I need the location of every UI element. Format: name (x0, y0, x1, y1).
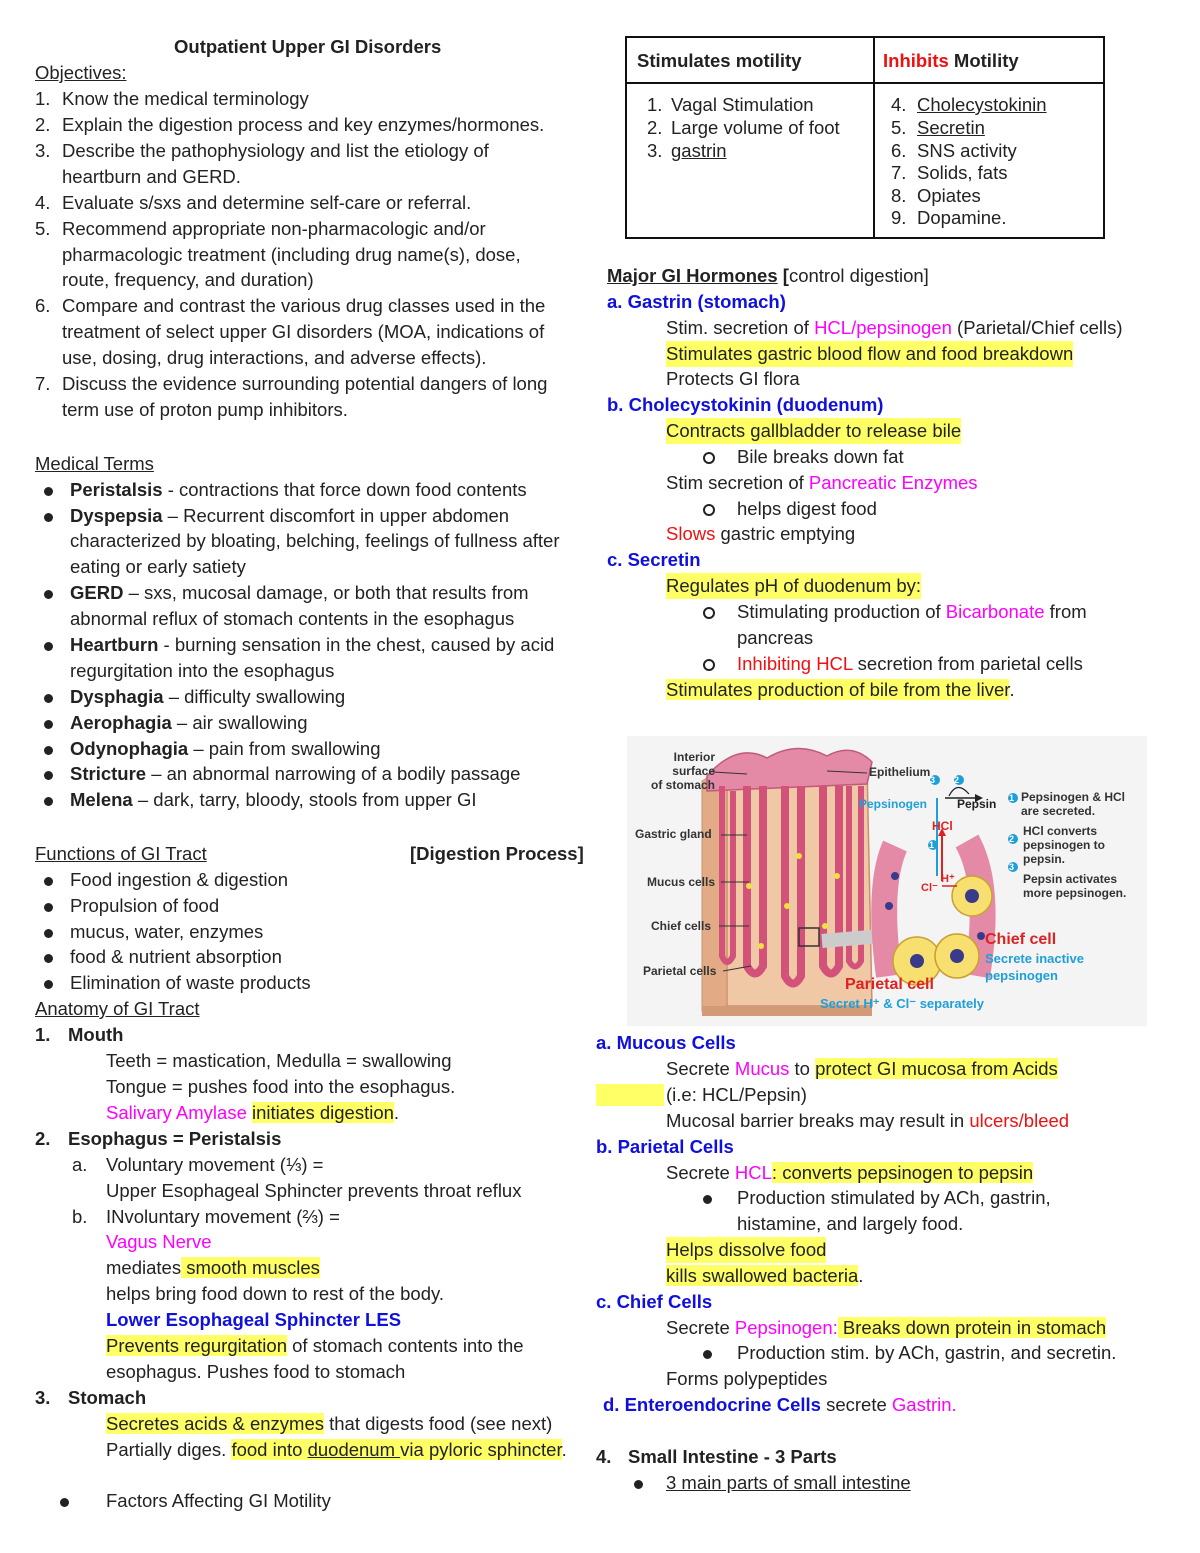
list-item: Aerophagia – air swallowing (70, 712, 308, 733)
parietal-cell-desc: Secret H⁺ & Cl⁻ separately (820, 996, 985, 1011)
bullet-icon (44, 694, 53, 703)
circle-bullet-icon (703, 659, 715, 671)
label-mucus-cells: Mucus cells (647, 875, 716, 889)
objective-item: Discuss the evidence surrounding potential dangers of long (62, 373, 548, 394)
label-cl: Cl⁻ (921, 882, 938, 894)
hormones-heading: Major GI Hormones [control digestion] (607, 265, 929, 286)
bullet-icon (44, 797, 53, 806)
bullet-icon (60, 1498, 69, 1507)
label-pepsinogen: Pepsinogen (859, 797, 928, 811)
esophagus-title: Esophagus = Peristalsis (68, 1128, 282, 1149)
bullet-icon (44, 903, 53, 912)
inhibits-header: Inhibits Motility (883, 50, 1019, 71)
circle-bullet-icon (703, 452, 715, 464)
table-cell: Secretin (917, 117, 985, 138)
bullet-icon (44, 513, 53, 522)
label-interior: Interior surface of stomach (650, 750, 715, 792)
objective-item: Know the medical terminology (62, 88, 309, 109)
bullet-icon (703, 1350, 712, 1359)
motility-table: Stimulates motility Inhibits Motility 1. Vagal Stimulation 2. Large volume of foot 3. gastrin 4. Cholecystokinin 5. Secretin 6. SNS activity 7. Solids, fats 8. Opiates 9. Dopamine. (625, 36, 1105, 239)
list-item: Odynophagia – pain from swallowing (70, 738, 381, 759)
functions-heading: Functions of GI Tract (35, 843, 207, 864)
objective-item: use, dosing, drug interactions, and adverse effects). (62, 347, 487, 368)
label-parietal-cell: Parietal cell (845, 976, 934, 993)
step-1: Pepsinogen & HCl are secreted. (1021, 790, 1126, 818)
bullet-icon (44, 877, 53, 886)
mouth-title: Mouth (68, 1024, 124, 1045)
objective-item: Recommend appropriate non-pharmacologic and/or (62, 218, 486, 239)
step-2: HCl converts pepsinogen to pepsin. (1023, 824, 1105, 866)
cck-title: b. Cholecystokinin (duodenum) (607, 394, 884, 415)
list-item: Propulsion of food (70, 895, 220, 916)
list-item: Food ingestion & digestion (70, 869, 289, 890)
bullet-icon (44, 980, 53, 989)
bullet-icon (44, 929, 53, 938)
objective-item: Compare and contrast the various drug classes used in the (62, 295, 546, 316)
list-item: Dyspepsia – Recurrent discomfort in upper abdomen (70, 505, 510, 526)
label-gastric-gland: Gastric gland (635, 827, 712, 841)
label-parietal-cells: Parietal cells (643, 964, 717, 978)
stomach-title: Stomach (68, 1387, 147, 1408)
circle-bullet-icon (703, 504, 715, 516)
digestion-process-label: [Digestion Process] (410, 843, 584, 864)
secretin-title: c. Secretin (607, 549, 701, 570)
list-item: 3 main parts of small intestine (666, 1472, 911, 1493)
table-cell: Cholecystokinin (917, 94, 1047, 115)
objective-item: route, frequency, and duration) (62, 269, 314, 290)
table-cell: Vagal Stimulation (671, 94, 814, 115)
bullet-icon (44, 720, 53, 729)
list-item: mucus, water, enzymes (70, 921, 264, 942)
list-item: GERD – sxs, mucosal damage, or both that results from (70, 582, 529, 603)
gastrin-title: a. Gastrin (stomach) (607, 291, 786, 312)
chief-cell-desc: Secrete inactive pepsinogen (985, 951, 1085, 983)
table-cell: Dopamine. (917, 207, 1007, 228)
bullet-icon (44, 590, 53, 599)
table-cell: Large volume of foot (671, 117, 840, 138)
label-pepsin: Pepsin (957, 797, 997, 811)
list-item: Heartburn - burning sensation in the chest, caused by acid (70, 634, 555, 655)
table-cell: Solids, fats (917, 162, 1008, 183)
objective-item: term use of proton pump inhibitors. (62, 399, 348, 420)
label-hcl: HCl (932, 819, 953, 833)
label-chief-cell: Chief cell (985, 931, 1057, 948)
list-item: Dysphagia – difficulty swallowing (70, 686, 346, 707)
small-intestine-title: Small Intestine - 3 Parts (628, 1446, 837, 1467)
label-chief-cells: Chief cells (651, 919, 712, 933)
stimulates-header: Stimulates motility (637, 50, 802, 71)
table-cell: SNS activity (917, 140, 1017, 161)
list-item: food & nutrient absorption (70, 946, 282, 967)
table-cell: gastrin (671, 140, 727, 161)
objective-item: pharmacologic treatment (including drug name(s), dose, (62, 244, 521, 265)
chief-cells-title: c. Chief Cells (596, 1291, 713, 1312)
list-item: Factors Affecting GI Motility (106, 1490, 331, 1511)
highlight-block (596, 1084, 664, 1106)
bullet-icon (634, 1480, 643, 1489)
label-h: H⁺ (941, 873, 955, 885)
objective-item: treatment of select upper GI disorders (MOA, indications of (62, 321, 545, 342)
list-item: Stricture – an abnormal narrowing of a bodily passage (70, 763, 521, 784)
bullet-icon (44, 642, 53, 651)
list-item: Melena – dark, tarry, bloody, stools from upper GI (70, 789, 477, 810)
page-title: Outpatient Upper GI Disorders (174, 36, 442, 57)
enteroendocrine-line: d. Enteroendocrine Cells secrete Gastrin. (603, 1394, 957, 1415)
gastric-gland-figure: Interior surface of stomach Gastric gland Mucus cells Chief cells Parietal cells Epithelium Pepsinogen Pepsin HCl H⁺ Cl⁻ 3 2 1 1 2 3 Pepsinogen & HCl are secreted. HCl converts pepsinogen to pepsin. Pepsin activates more pepsinogen. Chief cell Secrete inactive pepsinogen Parietal cell Secret H⁺ & Cl⁻ separately (627, 736, 1147, 1026)
bullet-icon (44, 746, 53, 755)
list-item: Elimination of waste products (70, 972, 311, 993)
mucous-cells-title: a. Mucous Cells (596, 1032, 736, 1053)
label-epithelium: Epithelium (869, 765, 931, 779)
circle-bullet-icon (703, 607, 715, 619)
bullet-icon (44, 487, 53, 496)
bullet-icon (44, 954, 53, 963)
medical-terms-heading: Medical Terms (35, 453, 154, 474)
bullet-icon (703, 1195, 712, 1204)
bullet-icon (44, 771, 53, 780)
objective-item: Explain the digestion process and key enzymes/hormones. (62, 114, 545, 135)
table-cell: Opiates (917, 185, 981, 206)
anatomy-heading: Anatomy of GI Tract (35, 998, 200, 1019)
objective-item: heartburn and GERD. (62, 166, 241, 187)
parietal-cells-title: b. Parietal Cells (596, 1136, 734, 1157)
objective-item: Describe the pathophysiology and list the etiology of (62, 140, 489, 161)
objectives-heading: Objectives: (35, 62, 127, 83)
step-3: Pepsin activates more pepsinogen. (1023, 872, 1127, 900)
objective-item: Evaluate s/sxs and determine self-care or referral. (62, 192, 472, 213)
list-item: Peristalsis - contractions that force down food contents (70, 479, 527, 500)
